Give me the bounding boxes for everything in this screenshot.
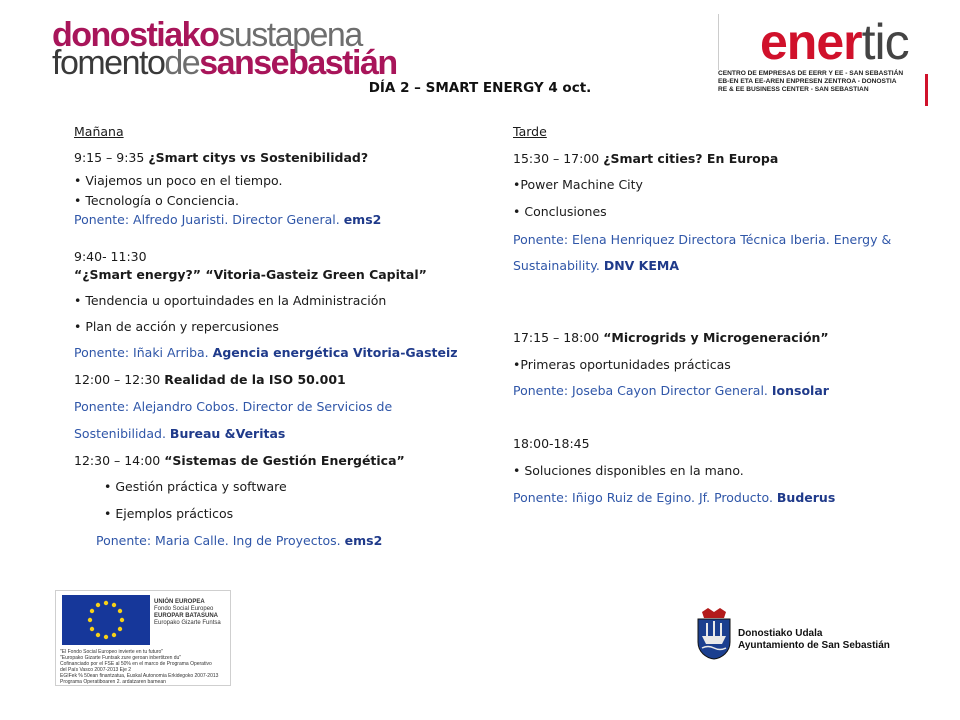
eu-fine-line: Programa Operatiboaren 2. ardatzaren barnean [60,679,166,685]
speaker-org: Bureau &Veritas [169,426,286,441]
logo-text-sustapena: sustapena [218,16,362,54]
session-4-bullet-2: • Ejemplos prácticos [104,506,234,521]
ayto-line2: Ayuntamiento de San Sebastián [738,640,890,651]
ayto-line1: Donostiako Udala [738,628,823,639]
session-time: 15:30 – 17:00 [513,151,604,166]
speaker-text: Ponente: Alfredo Juaristi. Director General. [74,212,344,227]
crest-shield-icon [694,606,734,660]
session-2-speaker [74,345,458,361]
eu-line: UNIÓN EUROPEA [154,599,205,605]
session-1-speaker [74,212,381,228]
session-title: “Microgrids y Microgeneración” [603,330,829,345]
session-2-time: 9:40- 11:30 [74,249,147,264]
logo-text-de: de [164,44,200,82]
session-4-header [74,453,405,469]
enertic-wordmark [760,14,909,70]
speaker-text: Ponente: Maria Calle. Ing de Proyectos. [96,533,345,548]
eu-stars-icon [62,595,150,645]
session-2-title: “¿Smart energy?” “Vitoria-Gasteiz Green Capital” [74,267,427,282]
afternoon-heading: Tarde [513,124,547,139]
session-2-bullet-1: • Tendencia u oportuindades en la Administración [74,293,387,308]
eu-fine-print [60,649,218,685]
speaker-org: ems2 [343,212,382,227]
session-title: ¿Smart cities? En Europa [603,151,779,166]
enertic-sub-line2: EB-EN ETA EE-AREN ENPRESEN ZENTROA - DONOSTIA [718,78,897,85]
session-title: ¿Smart citys vs Sostenibilidad? [148,150,369,165]
session-7-speaker [513,490,835,506]
session-1-bullet-2: • Tecnología o Conciencia. [74,193,240,208]
morning-heading: Mañana [74,124,124,139]
speaker-text: Ponente: Joseba Cayon Director General. [513,383,772,398]
session-6-speaker [513,383,829,399]
speaker-org: Buderus [776,490,836,505]
speaker-text: Sustainability. [513,258,604,273]
session-time: 17:15 – 18:00 [513,330,604,345]
session-5-speaker-line1: Ponente: Elena Henriquez Directora Técnica Iberia. Energy & [513,232,892,247]
session-time: 12:30 – 14:00 [74,453,165,468]
session-4-speaker [96,533,382,549]
session-time: 12:00 – 12:30 [74,372,165,387]
session-1-header [74,150,368,166]
eu-fine-line: Cofinanciado por el FSE al 50% en el marco de Programa Operativo [60,661,212,667]
speaker-org: ems2 [344,533,383,548]
speaker-org: Ionsolar [771,383,829,398]
session-6-header [513,330,829,346]
session-title: “Sistemas de Gestión Energética” [164,453,405,468]
speaker-text: Sostenibilidad. [74,426,170,441]
session-5-speaker-line2 [513,258,679,274]
eu-fine-line: "Europako Gizarte Funtsak zure geroan inbertitzen du" [60,655,182,661]
logo-text-sansebastian: sansebastián [199,44,397,82]
eu-social-fund-logo [55,590,231,686]
session-title: Realidad de la ISO 50.001 [164,372,346,387]
speaker-org: DNV KEMA [603,258,680,273]
enertic-sub-line1: CENTRO DE EMPRESAS DE EERR Y EE - SAN SEBASTIÁN [718,70,904,77]
enertic-word-tic: tic [861,14,909,70]
logo-corner-line [718,14,727,70]
session-3-speaker-line1: Ponente: Alejandro Cobos. Director de Servicios de [74,399,393,414]
session-5-bullet-2: • Conclusiones [513,204,607,219]
donostiako-sustapena-logo [52,16,397,82]
eu-line: Europako Gizarte Funtsa [154,620,221,626]
eu-text [154,599,221,627]
eu-fine-line: del País Vasco 2007-2013 Eje 2 [60,667,132,673]
eu-fine-line: "El Fondo Social Europeo invierte en tu futuro" [60,649,164,655]
city-crest-icon [694,606,734,660]
logo-text-donostiako: donostiako [52,16,219,54]
ayuntamiento-logo [694,606,914,662]
eu-line: Fondo Social Europeo [154,606,214,612]
logo-text-fomento: fomento [52,44,165,82]
session-1-bullet-1: • Viajemos un poco en el tiempo. [74,173,283,188]
logo-left-line2 [52,46,397,80]
enertic-sub-line3: RE & EE BUSINESS CENTER - SAN SEBASTIAN [718,86,869,93]
session-5-bullet-1: •Power Machine City [513,177,643,192]
eu-flag-icon [62,595,150,645]
ayuntamiento-text [738,628,890,652]
session-3-header [74,372,346,388]
speaker-text: Ponente: Iñigo Ruiz de Egino. Jf. Producto. [513,490,777,505]
eu-fine-line: EGIFek % 50ean finantzatua, Euskal Autonomia Erkidegoko 2007-2013 [60,673,219,679]
session-time: 9:15 – 9:35 [74,150,149,165]
enertic-word-ener: ener [760,14,862,70]
session-7-bullet-1: • Soluciones disponibles en la mano. [513,463,744,478]
speaker-org: Agencia energética Vitoria-Gasteiz [212,345,458,360]
session-4-bullet-1: • Gestión práctica y software [104,479,287,494]
session-3-speaker-line2 [74,426,285,442]
session-2-bullet-2: • Plan de acción y repercusiones [74,319,279,334]
session-5-header [513,151,778,167]
session-7-time: 18:00-18:45 [513,436,590,451]
session-6-bullet-1: •Primeras oportunidades prácticas [513,357,731,372]
page-title: DÍA 2 – SMART ENERGY 4 oct. [368,80,592,96]
eu-line: EUROPAR BATASUNA [154,613,218,619]
speaker-text: Ponente: Iñaki Arriba. [74,345,213,360]
